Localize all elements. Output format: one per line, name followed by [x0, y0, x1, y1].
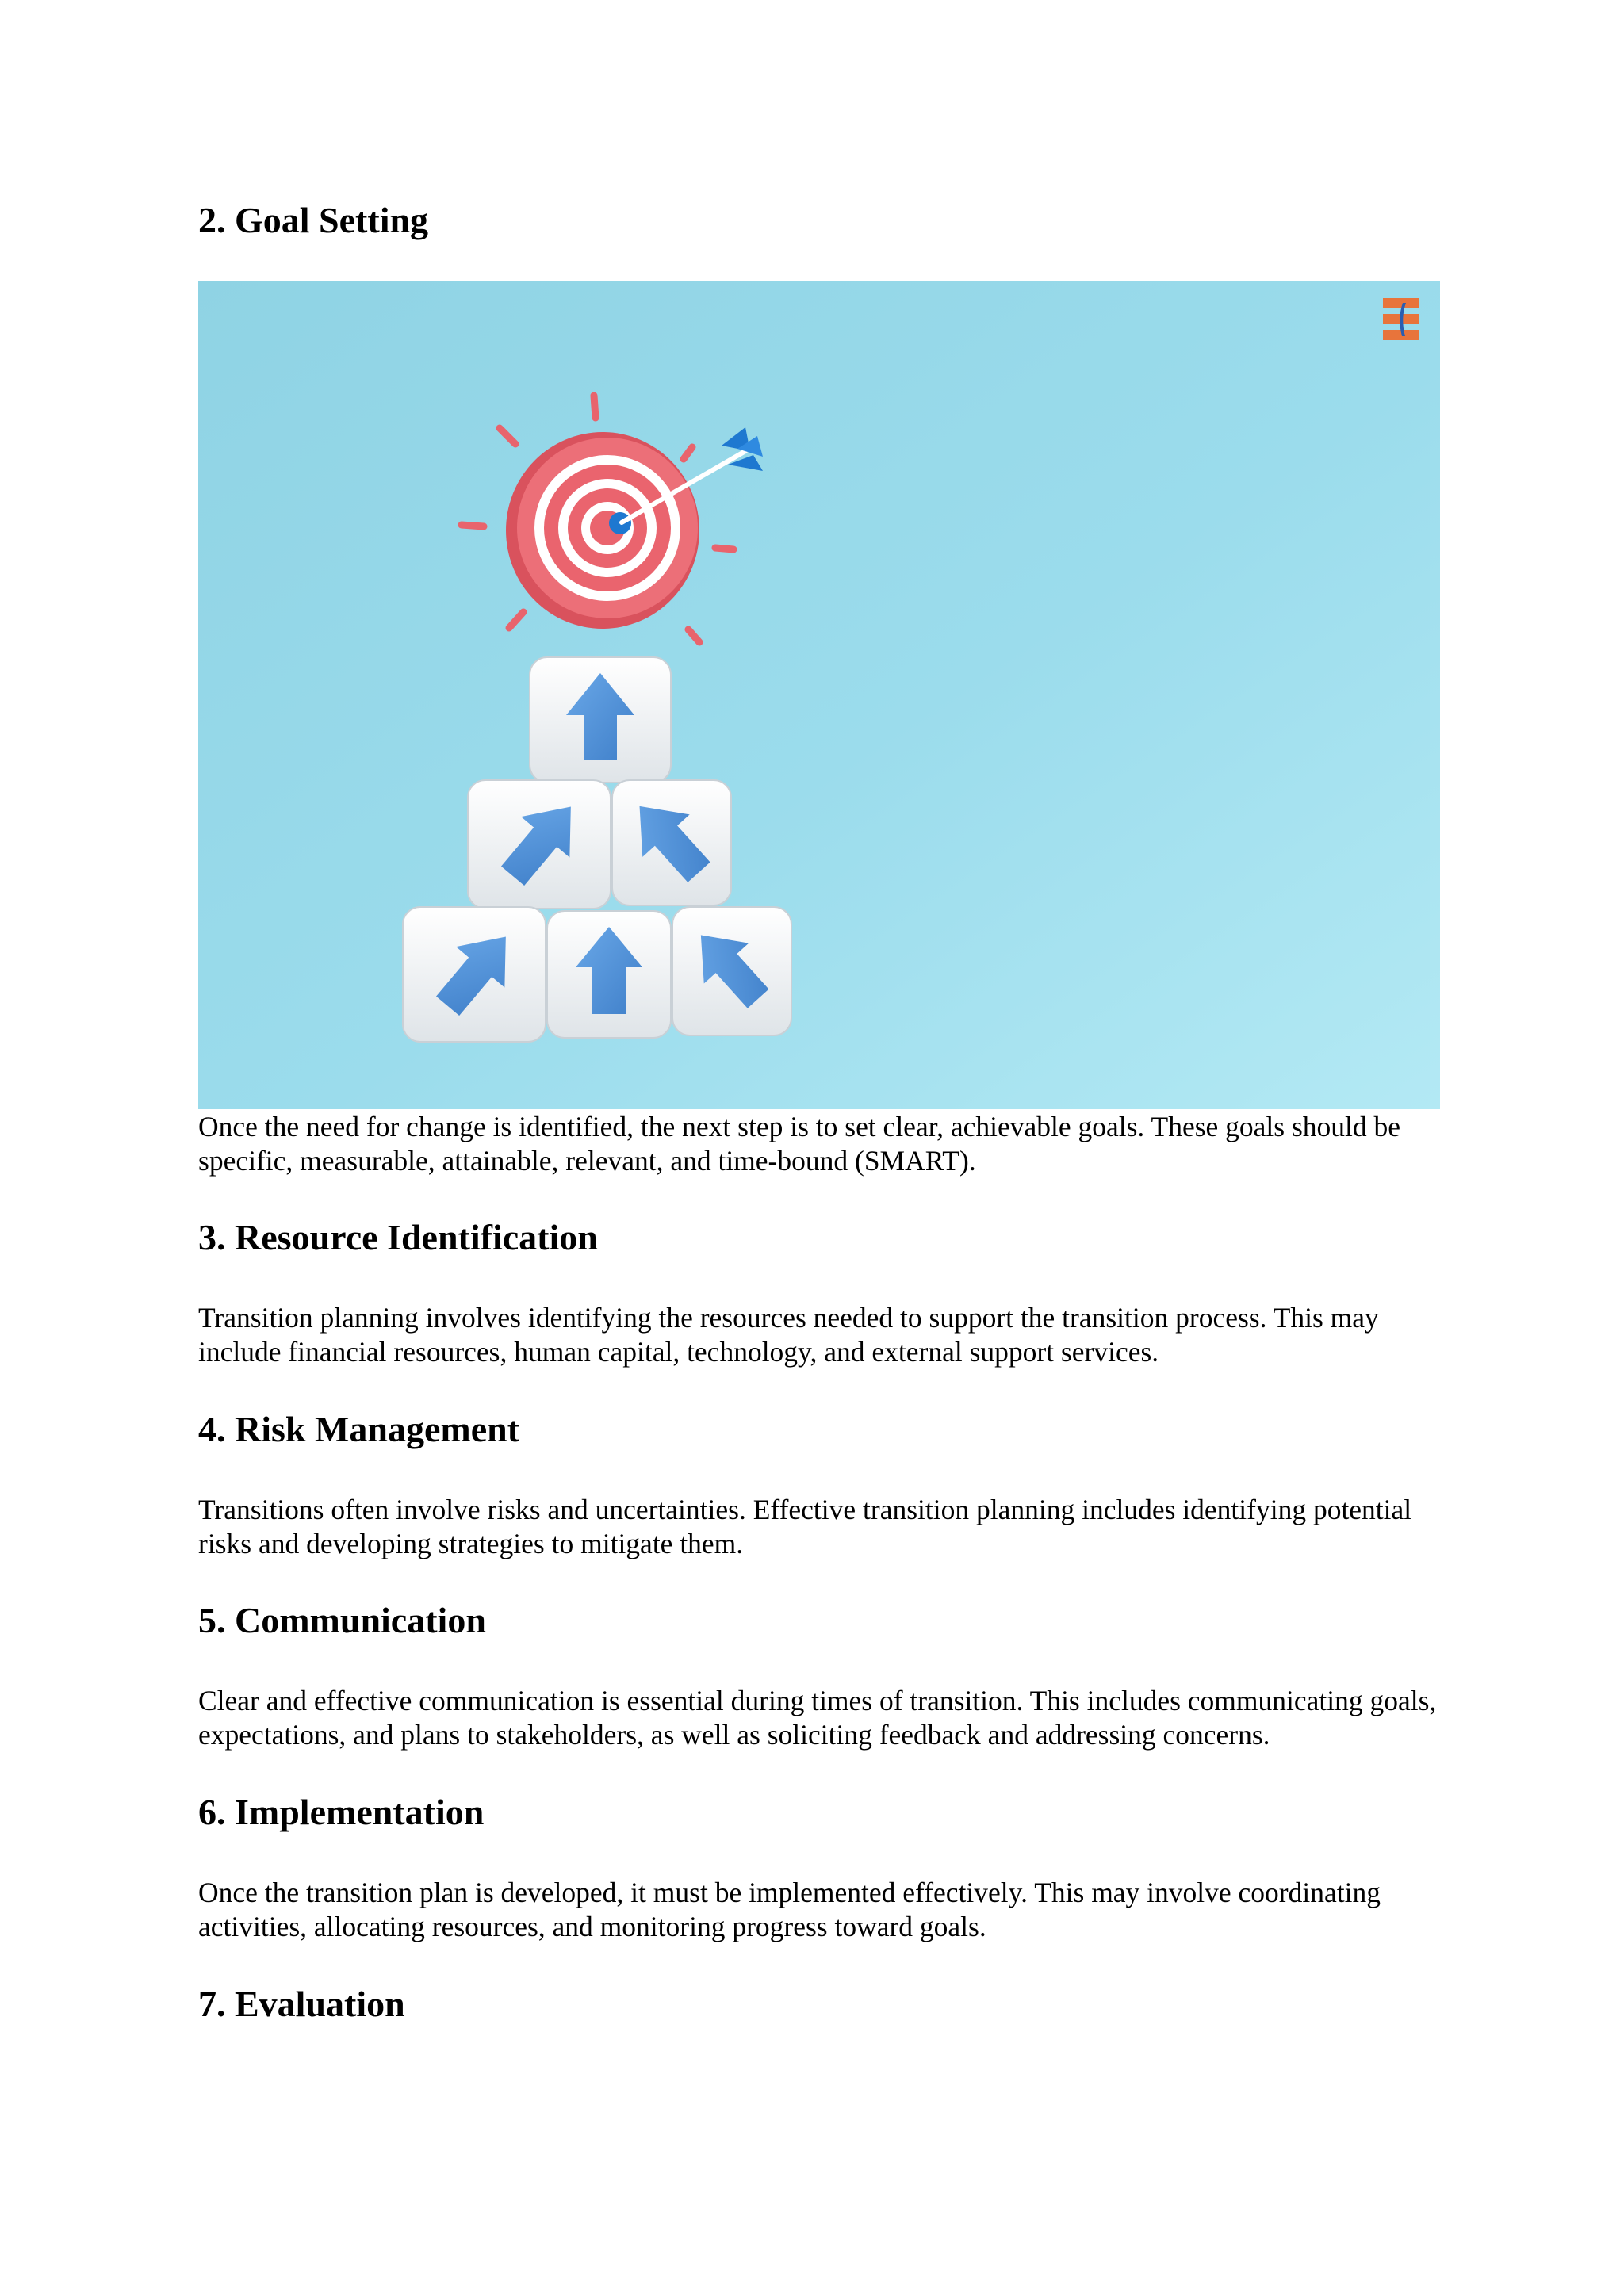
goal-setting-illustration [198, 281, 1440, 1109]
resource-identification-paragraph: Transition planning involves identifying the resources needed to support the transition process. This may include financial resources, human capital, technology, and external support services. [198, 1302, 1379, 1368]
heading-resource-identification: 3. Resource Identification [198, 1217, 598, 1257]
logo-icon [1383, 298, 1419, 340]
risk-management-paragraph: Transitions often involve risks and uncertainties. Effective transition planning includes identifying potential risks and developing strategies to mitigate them. [198, 1494, 1412, 1559]
illustration-background [198, 281, 1440, 1109]
heading-implementation: 6. Implementation [198, 1792, 485, 1832]
heading-risk-management: 4. Risk Management [198, 1409, 520, 1449]
target-icon [506, 432, 699, 629]
implementation-paragraph: Once the transition plan is developed, it must be implemented effectively. This may involve coordinating activities, allocating resources, and monitoring progress toward goals. [198, 1877, 1381, 1942]
heading-evaluation: 7. Evaluation [198, 1984, 405, 2024]
heading-communication: 5. Communication [198, 1600, 486, 1640]
communication-paragraph: Clear and effective communication is essential during times of transition. This includes communicating goals, expectations, and plans to stakeholders, as well as soliciting feedback and addressing concerns. [198, 1685, 1437, 1751]
goal-setting-paragraph: Once the need for change is identified, the next step is to set clear, achievable goals. These goals should be specific, measurable, attainable, relevant, and time-bound (SMART). [198, 1111, 1401, 1177]
heading-goal-setting: 2. Goal Setting [198, 200, 429, 240]
